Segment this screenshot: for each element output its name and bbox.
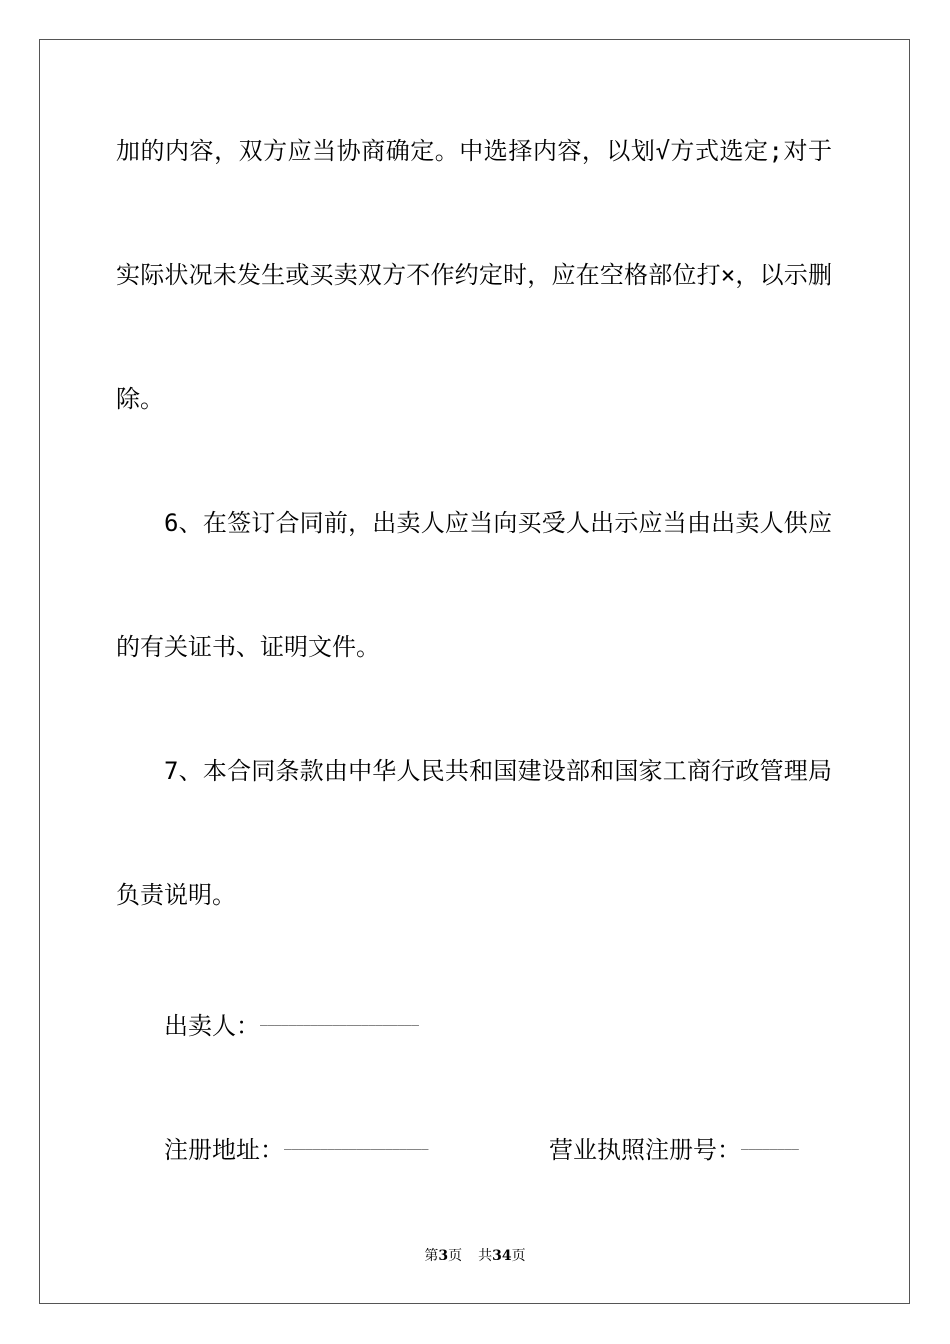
body-line-2: 实际状况未发生或买卖双方不作约定时，应在空格部位打×，以示删 xyxy=(116,261,832,289)
address-blank-line: ____________________ xyxy=(284,1136,429,1150)
footer-total-suffix: 页 xyxy=(511,1248,526,1264)
footer-page-prefix: 第 xyxy=(424,1248,439,1264)
footer-page-number: 3 xyxy=(438,1248,449,1264)
seller-row xyxy=(164,1004,419,1041)
license-blank-line: ________ xyxy=(741,1136,799,1150)
body-line-5: 的有关证书、证明文件。 xyxy=(116,633,380,661)
page-footer xyxy=(0,1247,950,1265)
body-line-6: 7、本合同条款由中华人民共和国建设部和国家工商行政管理局 xyxy=(164,757,832,785)
footer-page-suffix: 页 xyxy=(448,1248,463,1264)
body-line-4: 6、在签订合同前，出卖人应当向买受人出示应当由出卖人供应 xyxy=(164,509,832,537)
page-border xyxy=(39,39,910,1304)
address-row xyxy=(164,1128,429,1165)
footer-total-prefix: 共 xyxy=(478,1248,493,1264)
license-label: 营业执照注册号： xyxy=(549,1136,741,1164)
footer-total-pages: 34 xyxy=(492,1248,512,1264)
seller-label: 出卖人： xyxy=(164,1012,260,1040)
address-label: 注册地址： xyxy=(164,1136,284,1164)
seller-blank-line: ______________________ xyxy=(260,1012,419,1026)
license-row xyxy=(549,1128,799,1165)
body-line-7: 负责说明。 xyxy=(116,881,236,909)
body-line-3: 除。 xyxy=(116,385,164,413)
body-line-1: 加的内容，双方应当协商确定。中选择内容，以划√方式选定;对于 xyxy=(116,137,832,165)
